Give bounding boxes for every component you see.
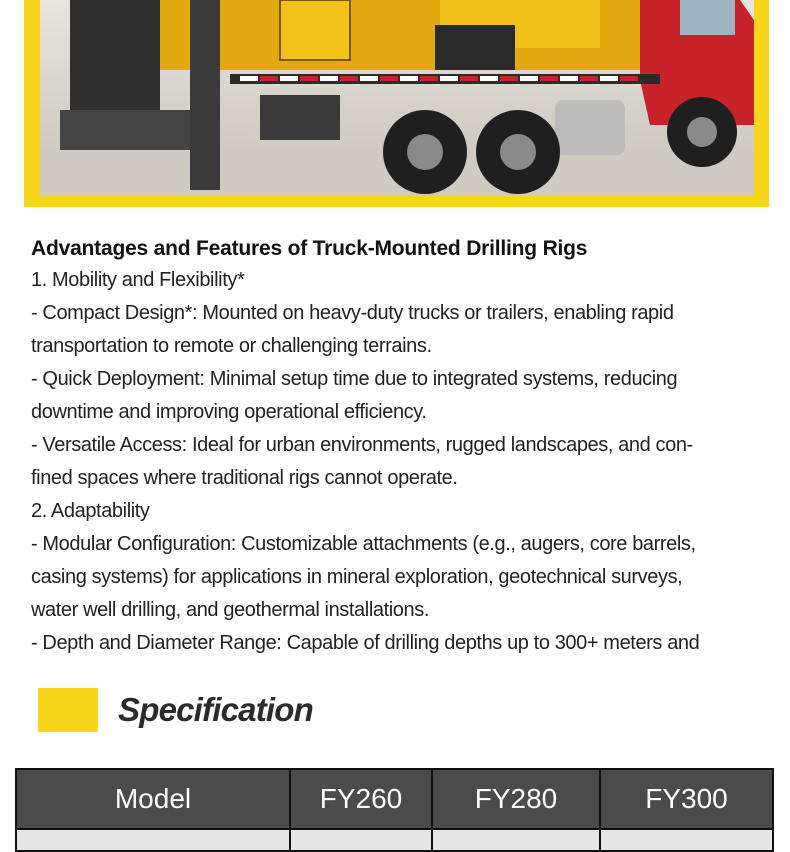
article-line: - Modular Configuration: Customizable attachments (e.g., augers, core barrels, bbox=[31, 533, 696, 555]
article-line: fined spaces where traditional rigs cannot operate. bbox=[31, 467, 458, 489]
hero-image-frame bbox=[24, 0, 769, 207]
column-header-fy260: FY260 bbox=[290, 769, 432, 829]
specification-table bbox=[15, 768, 774, 852]
specification-header bbox=[38, 688, 538, 732]
truck-illustration bbox=[40, 0, 754, 195]
table-cell bbox=[290, 829, 432, 851]
article-line: 2. Adaptability bbox=[31, 500, 150, 522]
features-article bbox=[31, 234, 761, 660]
column-header-model: Model bbox=[16, 769, 290, 829]
table-header-row bbox=[16, 769, 773, 829]
specification-accent-block bbox=[38, 688, 98, 732]
table-cell bbox=[600, 829, 773, 851]
article-line: downtime and improving operational efficiency. bbox=[31, 401, 427, 423]
table-cell bbox=[16, 829, 290, 851]
article-line: - Versatile Access: Ideal for urban environments, rugged landscapes, and con- bbox=[31, 434, 693, 456]
article-heading: Advantages and Features of Truck-Mounted Drilling Rigs bbox=[31, 237, 588, 260]
column-header-fy280: FY280 bbox=[432, 769, 600, 829]
article-line: casing systems) for applications in mineral exploration, geotechnical surveys, bbox=[31, 566, 683, 588]
article-line: water well drilling, and geothermal installations. bbox=[31, 599, 429, 621]
truck-drilling-rig-photo bbox=[40, 0, 754, 195]
article-line: - Quick Deployment: Minimal setup time due to integrated systems, reducing bbox=[31, 368, 678, 390]
article-line: - Compact Design*: Mounted on heavy-duty trucks or trailers, enabling rapid bbox=[31, 302, 674, 324]
table-row bbox=[16, 829, 773, 851]
column-header-fy300: FY300 bbox=[600, 769, 773, 829]
article-line: 1. Mobility and Flexibility* bbox=[31, 269, 245, 291]
table-cell bbox=[432, 829, 600, 851]
article-line: - Depth and Diameter Range: Capable of drilling depths up to 300+ meters and bbox=[31, 632, 700, 654]
article-line: transportation to remote or challenging terrains. bbox=[31, 335, 432, 357]
specification-title: Specification bbox=[118, 691, 313, 728]
